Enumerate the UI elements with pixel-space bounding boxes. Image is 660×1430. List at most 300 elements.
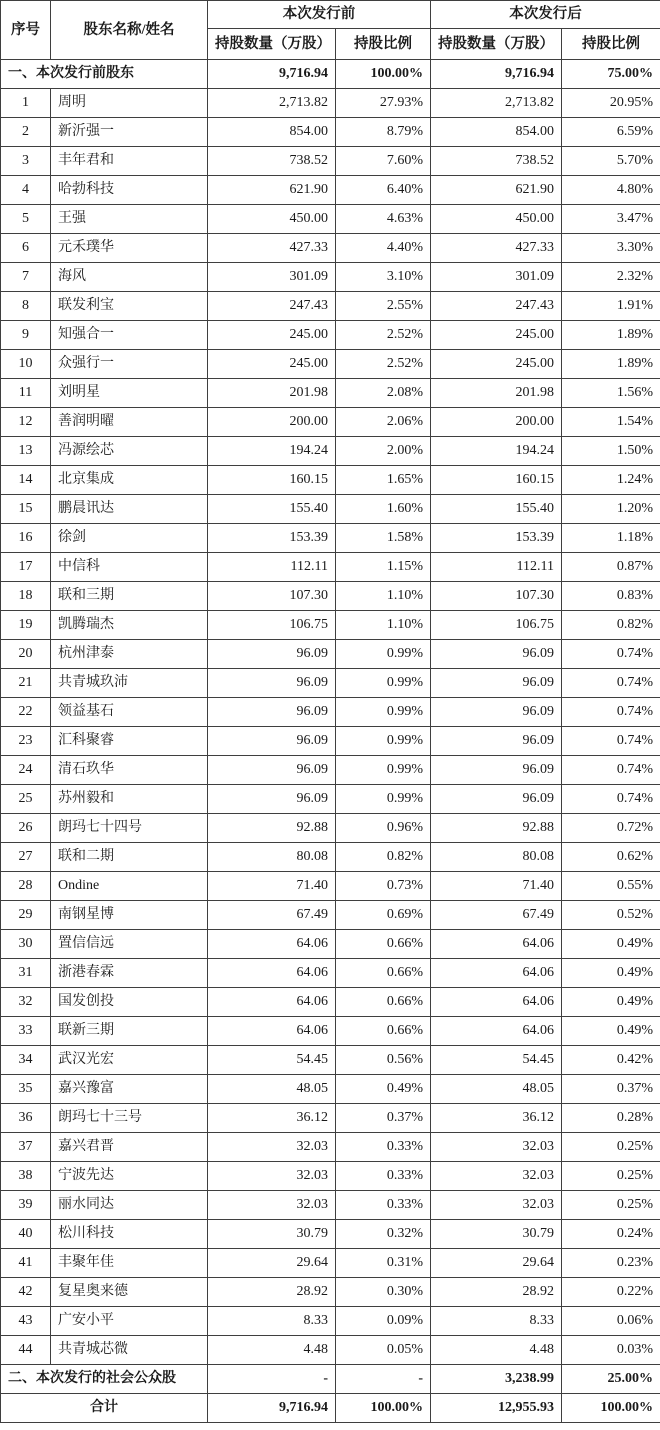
row-index: 15 bbox=[1, 495, 51, 524]
section2-pct-after: 25.00% bbox=[562, 1365, 660, 1394]
shareholder-name: 丽水同达 bbox=[51, 1191, 208, 1220]
qty-after: 64.06 bbox=[431, 959, 562, 988]
section1-qty-before: 9,716.94 bbox=[208, 60, 336, 89]
qty-before: 96.09 bbox=[208, 727, 336, 756]
pct-before: 4.63% bbox=[336, 205, 431, 234]
shareholder-name: 哈勃科技 bbox=[51, 176, 208, 205]
pct-before: 0.32% bbox=[336, 1220, 431, 1249]
row-index: 44 bbox=[1, 1336, 51, 1365]
shareholder-name: Ondine bbox=[51, 872, 208, 901]
shareholder-name: 杭州津泰 bbox=[51, 640, 208, 669]
qty-after: 80.08 bbox=[431, 843, 562, 872]
row-index: 42 bbox=[1, 1278, 51, 1307]
header-group-after: 本次发行后 bbox=[431, 1, 660, 29]
table-row bbox=[1, 466, 660, 495]
pct-after: 1.50% bbox=[562, 437, 660, 466]
table-row bbox=[1, 727, 660, 756]
pct-before: 0.69% bbox=[336, 901, 431, 930]
header-group-row bbox=[1, 1, 660, 29]
pct-after: 0.62% bbox=[562, 843, 660, 872]
qty-after: 247.43 bbox=[431, 292, 562, 321]
pct-after: 20.95% bbox=[562, 89, 660, 118]
qty-before: 32.03 bbox=[208, 1133, 336, 1162]
shareholder-name: 知强合一 bbox=[51, 321, 208, 350]
shareholder-name: 徐剑 bbox=[51, 524, 208, 553]
table-row bbox=[1, 1075, 660, 1104]
shareholder-name: 宁波先达 bbox=[51, 1162, 208, 1191]
qty-after: 64.06 bbox=[431, 930, 562, 959]
header-group-before: 本次发行前 bbox=[208, 1, 431, 29]
qty-after: 96.09 bbox=[431, 727, 562, 756]
pct-after: 0.74% bbox=[562, 640, 660, 669]
qty-before: 107.30 bbox=[208, 582, 336, 611]
shareholder-name: 嘉兴君晋 bbox=[51, 1133, 208, 1162]
row-index: 22 bbox=[1, 698, 51, 727]
qty-before: 155.40 bbox=[208, 495, 336, 524]
total-row bbox=[1, 1394, 660, 1423]
qty-after: 54.45 bbox=[431, 1046, 562, 1075]
qty-after: 64.06 bbox=[431, 1017, 562, 1046]
row-index: 43 bbox=[1, 1307, 51, 1336]
shareholder-name: 联新三期 bbox=[51, 1017, 208, 1046]
shareholder-name: 刘明星 bbox=[51, 379, 208, 408]
section2-label: 二、本次发行的社会公众股 bbox=[1, 1365, 208, 1394]
table-row bbox=[1, 1220, 660, 1249]
table-row bbox=[1, 959, 660, 988]
row-index: 18 bbox=[1, 582, 51, 611]
shareholder-name: 元禾璞华 bbox=[51, 234, 208, 263]
qty-after: 96.09 bbox=[431, 640, 562, 669]
row-index: 5 bbox=[1, 205, 51, 234]
row-index: 3 bbox=[1, 147, 51, 176]
qty-before: 4.48 bbox=[208, 1336, 336, 1365]
qty-before: 64.06 bbox=[208, 930, 336, 959]
qty-before: 64.06 bbox=[208, 988, 336, 1017]
pct-before: 0.99% bbox=[336, 698, 431, 727]
row-index: 35 bbox=[1, 1075, 51, 1104]
qty-after: 8.33 bbox=[431, 1307, 562, 1336]
pct-after: 0.22% bbox=[562, 1278, 660, 1307]
qty-after: 96.09 bbox=[431, 698, 562, 727]
shareholder-name: 丰年君和 bbox=[51, 147, 208, 176]
table-row bbox=[1, 553, 660, 582]
table-row bbox=[1, 1278, 660, 1307]
qty-after: 245.00 bbox=[431, 321, 562, 350]
qty-after: 28.92 bbox=[431, 1278, 562, 1307]
pct-after: 1.24% bbox=[562, 466, 660, 495]
table-row bbox=[1, 872, 660, 901]
header-col-name: 股东名称/姓名 bbox=[51, 1, 208, 60]
pct-after: 0.52% bbox=[562, 901, 660, 930]
qty-before: 427.33 bbox=[208, 234, 336, 263]
qty-before: 64.06 bbox=[208, 1017, 336, 1046]
shareholder-name: 广安小平 bbox=[51, 1307, 208, 1336]
table-row bbox=[1, 1249, 660, 1278]
qty-after: 30.79 bbox=[431, 1220, 562, 1249]
section2-row bbox=[1, 1365, 660, 1394]
pct-before: 0.73% bbox=[336, 872, 431, 901]
row-index: 37 bbox=[1, 1133, 51, 1162]
pct-before: 0.99% bbox=[336, 640, 431, 669]
table-row bbox=[1, 1307, 660, 1336]
row-index: 24 bbox=[1, 756, 51, 785]
header-qty-before: 持股数量（万股） bbox=[208, 29, 336, 60]
pct-after: 0.49% bbox=[562, 988, 660, 1017]
shareholder-name: 冯源绘芯 bbox=[51, 437, 208, 466]
pct-before: 0.33% bbox=[336, 1162, 431, 1191]
table-row bbox=[1, 582, 660, 611]
pct-before: 2.52% bbox=[336, 350, 431, 379]
qty-before: 621.90 bbox=[208, 176, 336, 205]
shareholder-name: 北京集成 bbox=[51, 466, 208, 495]
table-row bbox=[1, 379, 660, 408]
pct-before: 0.66% bbox=[336, 959, 431, 988]
pct-before: 0.56% bbox=[336, 1046, 431, 1075]
header-qty-after: 持股数量（万股） bbox=[431, 29, 562, 60]
row-index: 19 bbox=[1, 611, 51, 640]
qty-after: 4.48 bbox=[431, 1336, 562, 1365]
row-index: 20 bbox=[1, 640, 51, 669]
pct-before: 0.31% bbox=[336, 1249, 431, 1278]
shareholder-name: 领益基石 bbox=[51, 698, 208, 727]
pct-after: 0.23% bbox=[562, 1249, 660, 1278]
table-row bbox=[1, 292, 660, 321]
pct-after: 1.54% bbox=[562, 408, 660, 437]
qty-before: 201.98 bbox=[208, 379, 336, 408]
table-row bbox=[1, 234, 660, 263]
pct-before: 0.49% bbox=[336, 1075, 431, 1104]
pct-before: 1.65% bbox=[336, 466, 431, 495]
table-row bbox=[1, 988, 660, 1017]
row-index: 21 bbox=[1, 669, 51, 698]
table-row bbox=[1, 814, 660, 843]
row-index: 13 bbox=[1, 437, 51, 466]
qty-after: 112.11 bbox=[431, 553, 562, 582]
section2-pct-before: - bbox=[336, 1365, 431, 1394]
section1-pct-before: 100.00% bbox=[336, 60, 431, 89]
total-qty-after: 12,955.93 bbox=[431, 1394, 562, 1423]
shareholder-name: 嘉兴豫富 bbox=[51, 1075, 208, 1104]
qty-after: 71.40 bbox=[431, 872, 562, 901]
qty-before: 92.88 bbox=[208, 814, 336, 843]
table-row bbox=[1, 321, 660, 350]
pct-after: 0.55% bbox=[562, 872, 660, 901]
qty-after: 245.00 bbox=[431, 350, 562, 379]
pct-after: 1.91% bbox=[562, 292, 660, 321]
footer-body bbox=[1, 1365, 660, 1423]
pct-after: 0.49% bbox=[562, 1017, 660, 1046]
qty-before: 106.75 bbox=[208, 611, 336, 640]
row-index: 8 bbox=[1, 292, 51, 321]
table-row bbox=[1, 669, 660, 698]
table-row bbox=[1, 176, 660, 205]
row-index: 10 bbox=[1, 350, 51, 379]
shareholder-name: 松川科技 bbox=[51, 1220, 208, 1249]
qty-after: 301.09 bbox=[431, 263, 562, 292]
total-qty-before: 9,716.94 bbox=[208, 1394, 336, 1423]
row-index: 11 bbox=[1, 379, 51, 408]
row-index: 17 bbox=[1, 553, 51, 582]
section1-qty-after: 9,716.94 bbox=[431, 60, 562, 89]
qty-before: 112.11 bbox=[208, 553, 336, 582]
shareholder-name: 复星奥来德 bbox=[51, 1278, 208, 1307]
pct-before: 7.60% bbox=[336, 147, 431, 176]
table-row bbox=[1, 437, 660, 466]
pct-after: 0.24% bbox=[562, 1220, 660, 1249]
total-pct-before: 100.00% bbox=[336, 1394, 431, 1423]
qty-after: 96.09 bbox=[431, 756, 562, 785]
row-index: 2 bbox=[1, 118, 51, 147]
pct-after: 0.82% bbox=[562, 611, 660, 640]
row-index: 1 bbox=[1, 89, 51, 118]
qty-before: 194.24 bbox=[208, 437, 336, 466]
table-row bbox=[1, 1104, 660, 1133]
row-index: 36 bbox=[1, 1104, 51, 1133]
pct-before: 0.09% bbox=[336, 1307, 431, 1336]
pct-before: 2.55% bbox=[336, 292, 431, 321]
pct-before: 0.37% bbox=[336, 1104, 431, 1133]
qty-before: 245.00 bbox=[208, 350, 336, 379]
qty-after: 201.98 bbox=[431, 379, 562, 408]
qty-after: 621.90 bbox=[431, 176, 562, 205]
shareholder-name: 共青城玖沛 bbox=[51, 669, 208, 698]
section1-label: 一、本次发行前股东 bbox=[1, 60, 208, 89]
table-header bbox=[1, 1, 660, 60]
table-row bbox=[1, 1336, 660, 1365]
qty-before: 96.09 bbox=[208, 785, 336, 814]
qty-before: 738.52 bbox=[208, 147, 336, 176]
qty-before: 245.00 bbox=[208, 321, 336, 350]
row-index: 12 bbox=[1, 408, 51, 437]
qty-after: 32.03 bbox=[431, 1191, 562, 1220]
qty-after: 92.88 bbox=[431, 814, 562, 843]
qty-after: 854.00 bbox=[431, 118, 562, 147]
qty-after: 96.09 bbox=[431, 785, 562, 814]
section1-body bbox=[1, 60, 660, 89]
pct-before: 2.00% bbox=[336, 437, 431, 466]
table-row bbox=[1, 611, 660, 640]
qty-before: 301.09 bbox=[208, 263, 336, 292]
qty-before: 96.09 bbox=[208, 756, 336, 785]
qty-after: 96.09 bbox=[431, 669, 562, 698]
pct-before: 1.60% bbox=[336, 495, 431, 524]
qty-after: 29.64 bbox=[431, 1249, 562, 1278]
row-index: 38 bbox=[1, 1162, 51, 1191]
qty-after: 200.00 bbox=[431, 408, 562, 437]
pct-before: 0.05% bbox=[336, 1336, 431, 1365]
row-index: 39 bbox=[1, 1191, 51, 1220]
shareholder-name: 置信信远 bbox=[51, 930, 208, 959]
pct-after: 0.87% bbox=[562, 553, 660, 582]
qty-before: 29.64 bbox=[208, 1249, 336, 1278]
pct-after: 0.03% bbox=[562, 1336, 660, 1365]
qty-before: 80.08 bbox=[208, 843, 336, 872]
row-index: 29 bbox=[1, 901, 51, 930]
pct-after: 0.72% bbox=[562, 814, 660, 843]
table-row bbox=[1, 89, 660, 118]
pct-after: 0.25% bbox=[562, 1133, 660, 1162]
pct-after: 3.30% bbox=[562, 234, 660, 263]
qty-before: 96.09 bbox=[208, 640, 336, 669]
qty-after: 32.03 bbox=[431, 1133, 562, 1162]
row-index: 16 bbox=[1, 524, 51, 553]
pct-before: 0.99% bbox=[336, 727, 431, 756]
pct-before: 1.15% bbox=[336, 553, 431, 582]
qty-before: 48.05 bbox=[208, 1075, 336, 1104]
qty-before: 32.03 bbox=[208, 1162, 336, 1191]
pct-before: 0.33% bbox=[336, 1191, 431, 1220]
qty-before: 8.33 bbox=[208, 1307, 336, 1336]
qty-before: 28.92 bbox=[208, 1278, 336, 1307]
row-index: 4 bbox=[1, 176, 51, 205]
section2-qty-after: 3,238.99 bbox=[431, 1365, 562, 1394]
pct-after: 1.20% bbox=[562, 495, 660, 524]
qty-after: 107.30 bbox=[431, 582, 562, 611]
table-row bbox=[1, 118, 660, 147]
shareholder-name: 丰聚年佳 bbox=[51, 1249, 208, 1278]
row-index: 34 bbox=[1, 1046, 51, 1075]
header-pct-before: 持股比例 bbox=[336, 29, 431, 60]
table-row bbox=[1, 350, 660, 379]
shareholder-name: 国发创投 bbox=[51, 988, 208, 1017]
header-col-no: 序号 bbox=[1, 1, 51, 60]
qty-after: 48.05 bbox=[431, 1075, 562, 1104]
shareholder-name: 南钢星博 bbox=[51, 901, 208, 930]
pct-after: 0.74% bbox=[562, 756, 660, 785]
qty-before: 32.03 bbox=[208, 1191, 336, 1220]
row-index: 7 bbox=[1, 263, 51, 292]
table-row bbox=[1, 785, 660, 814]
header-pct-after: 持股比例 bbox=[562, 29, 660, 60]
pct-after: 0.37% bbox=[562, 1075, 660, 1104]
row-index: 41 bbox=[1, 1249, 51, 1278]
row-index: 27 bbox=[1, 843, 51, 872]
shareholder-name: 朗玛七十三号 bbox=[51, 1104, 208, 1133]
shareholder-name: 凯腾瑞杰 bbox=[51, 611, 208, 640]
qty-after: 738.52 bbox=[431, 147, 562, 176]
table-row bbox=[1, 930, 660, 959]
pct-before: 8.79% bbox=[336, 118, 431, 147]
shareholder-rows bbox=[1, 89, 660, 1365]
row-index: 40 bbox=[1, 1220, 51, 1249]
table-row bbox=[1, 495, 660, 524]
table-row bbox=[1, 1191, 660, 1220]
pct-after: 0.74% bbox=[562, 669, 660, 698]
table-row bbox=[1, 901, 660, 930]
pct-after: 0.74% bbox=[562, 698, 660, 727]
pct-before: 4.40% bbox=[336, 234, 431, 263]
qty-after: 160.15 bbox=[431, 466, 562, 495]
qty-before: 36.12 bbox=[208, 1104, 336, 1133]
row-index: 6 bbox=[1, 234, 51, 263]
table-row bbox=[1, 1017, 660, 1046]
section1-row bbox=[1, 60, 660, 89]
pct-before: 0.30% bbox=[336, 1278, 431, 1307]
row-index: 31 bbox=[1, 959, 51, 988]
qty-after: 427.33 bbox=[431, 234, 562, 263]
qty-after: 64.06 bbox=[431, 988, 562, 1017]
pct-after: 0.06% bbox=[562, 1307, 660, 1336]
pct-after: 1.18% bbox=[562, 524, 660, 553]
shareholder-name: 清石玖华 bbox=[51, 756, 208, 785]
pct-before: 2.52% bbox=[336, 321, 431, 350]
pct-before: 1.10% bbox=[336, 611, 431, 640]
pct-before: 0.66% bbox=[336, 930, 431, 959]
table-row bbox=[1, 1046, 660, 1075]
shareholder-name: 中信科 bbox=[51, 553, 208, 582]
pct-after: 1.56% bbox=[562, 379, 660, 408]
qty-after: 155.40 bbox=[431, 495, 562, 524]
shareholder-name: 海风 bbox=[51, 263, 208, 292]
table-row bbox=[1, 147, 660, 176]
row-index: 26 bbox=[1, 814, 51, 843]
table-row bbox=[1, 1133, 660, 1162]
shareholder-name: 联和二期 bbox=[51, 843, 208, 872]
qty-before: 64.06 bbox=[208, 959, 336, 988]
qty-before: 160.15 bbox=[208, 466, 336, 495]
shareholder-name: 联发利宝 bbox=[51, 292, 208, 321]
total-pct-after: 100.00% bbox=[562, 1394, 660, 1423]
pct-after: 0.42% bbox=[562, 1046, 660, 1075]
pct-after: 0.74% bbox=[562, 727, 660, 756]
shareholder-name: 联和三期 bbox=[51, 582, 208, 611]
table-row bbox=[1, 843, 660, 872]
qty-before: 247.43 bbox=[208, 292, 336, 321]
qty-before: 854.00 bbox=[208, 118, 336, 147]
pct-before: 27.93% bbox=[336, 89, 431, 118]
pct-after: 4.80% bbox=[562, 176, 660, 205]
shareholder-name: 众强行一 bbox=[51, 350, 208, 379]
pct-before: 0.33% bbox=[336, 1133, 431, 1162]
qty-before: 30.79 bbox=[208, 1220, 336, 1249]
pct-before: 2.06% bbox=[336, 408, 431, 437]
pct-before: 3.10% bbox=[336, 263, 431, 292]
qty-after: 2,713.82 bbox=[431, 89, 562, 118]
pct-after: 0.49% bbox=[562, 930, 660, 959]
qty-before: 71.40 bbox=[208, 872, 336, 901]
row-index: 30 bbox=[1, 930, 51, 959]
table-row bbox=[1, 205, 660, 234]
table-row bbox=[1, 524, 660, 553]
qty-after: 32.03 bbox=[431, 1162, 562, 1191]
pct-after: 0.49% bbox=[562, 959, 660, 988]
table-row bbox=[1, 640, 660, 669]
pct-after: 2.32% bbox=[562, 263, 660, 292]
row-index: 9 bbox=[1, 321, 51, 350]
shareholder-name: 新沂强一 bbox=[51, 118, 208, 147]
qty-before: 153.39 bbox=[208, 524, 336, 553]
pct-after: 0.25% bbox=[562, 1162, 660, 1191]
pct-before: 0.96% bbox=[336, 814, 431, 843]
table-row bbox=[1, 263, 660, 292]
shareholder-name: 苏州毅和 bbox=[51, 785, 208, 814]
row-index: 32 bbox=[1, 988, 51, 1017]
qty-before: 200.00 bbox=[208, 408, 336, 437]
pct-before: 0.66% bbox=[336, 1017, 431, 1046]
pct-before: 0.99% bbox=[336, 785, 431, 814]
pct-after: 5.70% bbox=[562, 147, 660, 176]
shareholder-name: 共青城芯微 bbox=[51, 1336, 208, 1365]
pct-before: 0.99% bbox=[336, 756, 431, 785]
pct-after: 0.28% bbox=[562, 1104, 660, 1133]
qty-before: 54.45 bbox=[208, 1046, 336, 1075]
pct-after: 6.59% bbox=[562, 118, 660, 147]
pct-before: 1.58% bbox=[336, 524, 431, 553]
row-index: 23 bbox=[1, 727, 51, 756]
section1-pct-after: 75.00% bbox=[562, 60, 660, 89]
shareholder-name: 浙港春霖 bbox=[51, 959, 208, 988]
qty-before: 450.00 bbox=[208, 205, 336, 234]
